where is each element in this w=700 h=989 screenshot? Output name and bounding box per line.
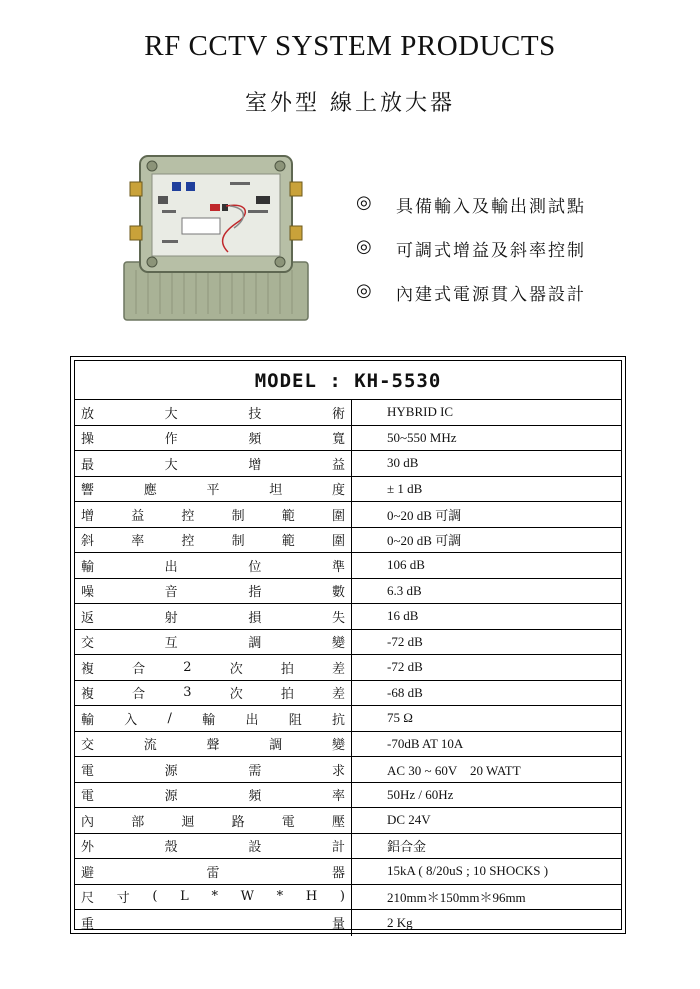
spec-label-char: 交 [81,738,95,754]
spec-label-char: 需 [248,763,262,779]
spec-row [75,783,621,809]
feature-item [356,192,656,236]
spec-row [75,477,621,503]
spec-row [75,528,621,554]
bullet-mark: ◎ [356,192,374,213]
spec-value: 210mm＊150mm＊96mm [387,890,526,906]
spec-label [75,528,352,553]
spec-label-char: 益 [131,508,145,524]
spec-label [75,579,352,604]
spec-label-char: 指 [248,585,262,601]
spec-label-char: 作 [164,432,178,448]
spec-row [75,757,621,783]
spec-label-char: 複 [81,661,95,677]
feature-text: 內建式電源貫入器設計 [396,285,586,305]
spec-value: -68 dB [387,684,423,700]
spec-row [75,604,621,630]
spec-label-char: 差 [331,687,345,703]
spec-label-char: ( [152,889,158,905]
spec-label-char: 增 [81,508,95,524]
spec-label-char: 計 [331,840,345,856]
spec-label-char: 2 [183,659,192,675]
spec-label-char: 交 [81,636,95,652]
spec-label-char: 大 [164,457,178,473]
spec-row [75,834,621,860]
model-heading: MODEL : KH-5530 [75,361,621,400]
spec-row [75,579,621,605]
spec-value: 16 dB [387,608,419,624]
spec-label-char: ) [339,889,345,905]
spec-row [75,553,621,579]
spec-label-char: 複 [81,687,95,703]
spec-label-char: 大 [164,406,178,422]
spec-label-char: 放 [81,406,95,422]
spec-row [75,732,621,758]
spec-label-char: 迴 [181,814,195,830]
spec-label [75,783,352,808]
spec-label-char: 路 [231,814,245,830]
feature-item [356,236,656,280]
spec-label-char: 寸 [116,891,130,907]
spec-label-char: 電 [81,763,95,779]
spec-label-char: 器 [331,865,345,881]
spec-label-char: 次 [229,661,243,677]
spec-label-char: 入 [124,712,138,728]
spec-label-char: 外 [81,840,95,856]
spec-label-char: 數 [331,585,345,601]
spec-label-char: 輸 [81,712,95,728]
spec-label-char: 源 [164,789,178,805]
spec-label-char: 響 [81,483,95,499]
spec-label [75,426,352,451]
spec-row [75,502,621,528]
spec-row [75,885,621,911]
spec-label-char: 輸 [202,712,216,728]
spec-label-char: 流 [143,738,157,754]
spec-label [75,451,352,476]
spec-label-char: 尺 [81,891,95,907]
spec-label-char: 3 [183,685,192,701]
spec-label-char: 率 [131,534,145,550]
spec-label-char: 頻 [248,432,262,448]
spec-label-char: 變 [331,738,345,754]
spec-value: -72 dB [387,659,423,675]
bullet-mark: ◎ [356,280,374,301]
spec-label-char: 寬 [331,432,345,448]
spec-value: -70dB AT 10A [387,735,464,751]
spec-label-char: 出 [164,559,178,575]
spec-label-char: 互 [164,636,178,652]
spec-value: HYBRID IC [387,404,454,420]
spec-value: 30 dB [387,455,419,471]
spec-label-char: 技 [248,406,262,422]
spec-row [75,706,621,732]
spec-value: 50~550 MHz [387,429,457,445]
spec-label-char: 雷 [206,865,220,881]
spec-label-char: 量 [331,917,345,933]
spec-label [75,502,352,527]
spec-label-char: * [211,889,218,905]
spec-value: 0~20 dB 可調 [387,507,462,523]
spec-label-char: 阻 [288,712,302,728]
spec-label [75,706,352,731]
spec-label [75,808,352,833]
spec-label [75,604,352,629]
amplifier-product-photo [118,152,314,324]
spec-label-char: 電 [81,789,95,805]
spec-value: 2 Kg [387,914,413,930]
spec-label-char: 求 [331,763,345,779]
spec-label-char: 頻 [248,789,262,805]
spec-label-char: 調 [248,636,262,652]
spec-label-char: 出 [245,712,259,728]
spec-label [75,655,352,680]
spec-label [75,681,352,706]
feature-list [356,192,656,324]
feature-text: 具備輸入及輸出測試點 [396,197,586,217]
spec-label-char: 制 [231,534,245,550]
spec-label-char: 準 [331,559,345,575]
spec-label-char: 最 [81,457,95,473]
spec-rows [75,400,621,936]
spec-label-char: 壓 [331,814,345,830]
spec-label-char: 合 [132,687,146,703]
document-title: RF CCTV SYSTEM PRODUCTS [144,30,556,62]
spec-value: 鋁合金 [387,839,427,855]
spec-label-char: 合 [132,661,146,677]
spec-label-char: 拍 [280,687,294,703]
spec-value: -72 dB [387,633,423,649]
spec-row [75,808,621,834]
spec-label-char: 部 [131,814,145,830]
spec-value: AC 30 ~ 60V 20 WATT [387,762,521,778]
spec-label-char: H [305,889,318,905]
spec-label-char: 殼 [164,840,178,856]
spec-label-char: 控 [181,508,195,524]
spec-label [75,859,352,884]
spec-label-char: 位 [248,559,262,575]
spec-value: 15kA ( 8/20uS ; 10 SHOCKS ) [387,863,549,879]
spec-label [75,885,352,910]
spec-label-char: 範 [281,508,295,524]
spec-row [75,400,621,426]
spec-label-char: 增 [248,457,262,473]
spec-label [75,477,352,502]
spec-label-char: 重 [81,917,95,933]
spec-label-char: 輸 [81,559,95,575]
spec-label-char: L [180,889,189,905]
spec-label-char: 調 [269,738,283,754]
document-subtitle: 室外型 線上放大器 [245,91,455,116]
spec-label-char: W [240,889,254,905]
spec-label-char: / [167,710,172,726]
spec-label-char: 次 [229,687,243,703]
spec-label-char: 圍 [331,534,345,550]
spec-label [75,834,352,859]
spec-label-char: 率 [331,789,345,805]
spec-value: ± 1 dB [387,480,423,496]
bullet-mark: ◎ [356,236,374,257]
spec-label-char: 源 [164,763,178,779]
spec-label-char: 應 [143,483,157,499]
spec-label-char: 坦 [269,483,283,499]
spec-label-char: 損 [248,610,262,626]
spec-label [75,400,352,425]
spec-label-char: 變 [331,636,345,652]
spec-value: 0~20 dB 可調 [387,533,462,549]
spec-label-char: * [276,889,284,905]
spec-row [75,426,621,452]
spec-label-char: 圍 [331,508,345,524]
spec-label-char: 操 [81,432,95,448]
spec-value: 106 dB [387,557,425,573]
spec-label-char: 射 [164,610,178,626]
spec-label [75,553,352,578]
spec-label-char: 術 [331,406,345,422]
spec-label [75,757,352,782]
spec-label [75,910,352,936]
spec-label-char: 失 [331,610,345,626]
spec-value: DC 24V [387,812,431,828]
spec-label-char: 益 [331,457,345,473]
spec-label-char: 音 [164,585,178,601]
spec-label-char: 制 [231,508,245,524]
spec-label-char: 避 [81,865,95,881]
spec-label-char: 返 [81,610,95,626]
spec-row [75,655,621,681]
spec-row [75,681,621,707]
spec-label-char: 內 [81,814,95,830]
spec-label-char: 噪 [81,585,95,601]
spec-label-char: 差 [331,661,345,677]
spec-label-char: 抗 [331,712,345,728]
spec-table [70,356,626,934]
spec-row [75,859,621,885]
spec-label-char: 控 [181,534,195,550]
spec-label-char: 設 [248,840,262,856]
spec-label-char: 範 [281,534,295,550]
feature-text: 可調式增益及斜率控制 [396,241,586,261]
spec-label-char: 聲 [206,738,220,754]
spec-label-char: 平 [206,483,220,499]
feature-item [356,280,656,324]
spec-row [75,630,621,656]
spec-label [75,732,352,757]
spec-value: 50Hz / 60Hz [387,786,454,802]
spec-value: 6.3 dB [387,582,422,598]
spec-row [75,451,621,477]
spec-label-char: 電 [281,814,295,830]
spec-label-char: 斜 [81,534,95,550]
spec-label-char: 拍 [280,661,294,677]
spec-value: 75 Ω [387,710,413,726]
spec-label-char: 度 [331,483,345,499]
spec-row [75,910,621,936]
spec-label [75,630,352,655]
